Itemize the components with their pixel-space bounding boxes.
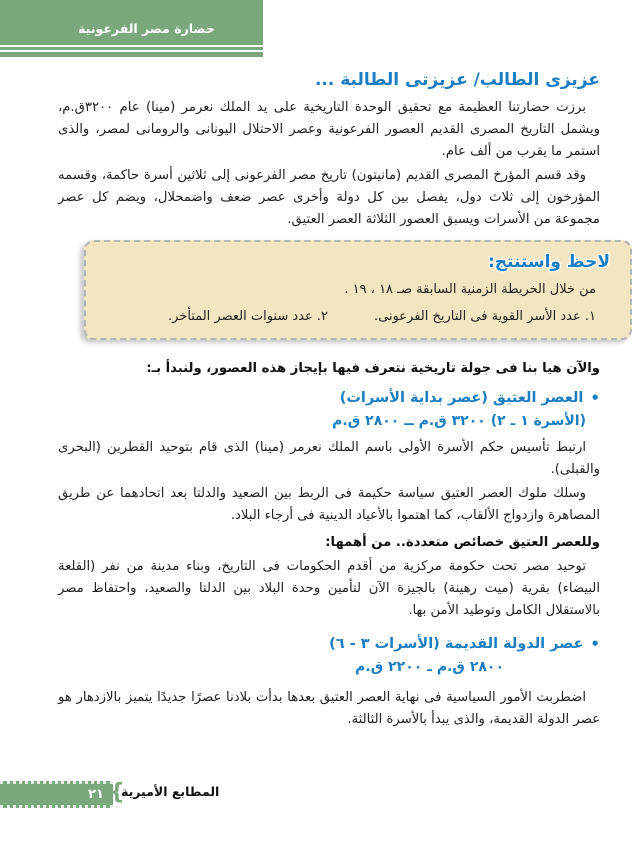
observe-conclude-box: [84, 240, 632, 340]
section-dates-archaic: (الأسرة ١ ـ ٢) ٣٢٠٠ ق.م ــ ٢٨٠٠ ق.م: [332, 413, 586, 429]
header-divider-line: [0, 50, 263, 52]
characteristics-heading: وللعصر العتيق خصائص متعددة.. من أهمها:: [325, 535, 600, 550]
section-title: عصر الدولة القديمة (الأسرات ٣ - ٦): [329, 636, 584, 652]
page-number: ٢١: [88, 787, 104, 802]
press-name: المطابع الأميرية: [121, 784, 220, 799]
bullet-icon: •: [590, 388, 600, 407]
note-box-title: لاحظ واستنتج:: [487, 252, 610, 272]
note-box-intro: من خلال الخريطة الزمنية السابقة صـ ١٨ ، ١٩ .: [344, 282, 596, 297]
greeting-heading: عزيزى الطالب/ عزيزتى الطالبة ...: [314, 70, 600, 90]
section-heading-archaic: [58, 390, 600, 406]
body-paragraph: اضطربت الأمور السياسية فى نهاية العصر العتيق بعدها بدأت بلادنا عصرًا جديدًا يتميز بالازدهار هو عصر الدولة القديمة، والذى يبدأ بالأسرة الثالثة.: [58, 690, 600, 727]
chapter-title: حضارة مصر الفرعونية: [78, 21, 215, 36]
footer-brace-ornament: {: [109, 780, 125, 805]
page-content: [58, 70, 610, 733]
section-heading-old-kingdom: [58, 636, 600, 652]
header-divider-line: [0, 45, 263, 47]
tour-intro-line: والآن هيا بنا فى جولة تاريخية نتعرف فيها بإيجاز هذه العصور، ولنبدأ بـ:: [146, 361, 600, 376]
bullet-icon: •: [590, 634, 600, 653]
body-paragraph: توحيد مصر تحت حكومة مركزية من أقدم الحكومات فى التاريخ، وبناء مدينة من نفر (القلعة البيضاء) بقرية (ميت رهينة) بالجيزة الآن لتأمين وحدة البلاد بين الدلتا والصعيد، واحتفاظ مصر بالاستقلال الكامل وتوطيد الأمن بها.: [58, 559, 600, 618]
intro-paragraph-1: برزت حضارتنا العظيمة مع تحقيق الوحدة التاريخية على يد الملك نعرمر (مينا) عام ٣٢٠٠ق.م، ويشمل التاريخ المصرى القديم العصور الفرعونية وعصر الاحتلال اليونانى والرومانى لمصر، والذى استمر ما يقرب من ألف عام.: [58, 100, 600, 159]
section-dates-old-kingdom: ٢٨٠٠ ق.م ـ ٢٢٠٠ ق.م: [355, 659, 504, 675]
note-box-items: [100, 309, 610, 324]
body-paragraph: ارتبط تأسيس حكم الأسرة الأولى باسم الملك نعرمر (مينا) الذى قام بتوحيد القطرين (البحرى والقبلى).: [58, 440, 600, 477]
spacer: [58, 624, 600, 636]
section-title: العصر العتيق (عصر بداية الأسرات): [339, 390, 584, 406]
note-box-item-1: ١. عدد الأسر القوية فى التاريخ الفرعونى.: [374, 309, 596, 324]
note-box-item-2: ٢. عدد سنوات العصر المتأخر.: [167, 309, 328, 324]
header-banner: [0, 0, 263, 57]
intro-paragraph-2: وقد قسم المؤرخ المصرى القديم (مانيتون) تاريخ مصر الفرعونى إلى ثلاثين أسرة حاكمة، وقسمه المؤرخون إلى ثلاث دول، يفصل بين كل دولة وأخرى عصر ضعف واضمحلال، ويضم كل عصر مجموعة من الأسرات ويسبق العصور الثلاثة العصر العتيق.: [58, 168, 600, 227]
footer-page-bar: [0, 781, 113, 808]
body-paragraph: وسلك ملوك العصر العتيق سياسة حكيمة فى الربط بين الصعيد والدلتا بعد اتحادهما عن طريق المصاهرة وازدواج الألقاب، كما اهتموا بالأعياد الدينية فى أرجاء البلاد.: [58, 486, 600, 523]
